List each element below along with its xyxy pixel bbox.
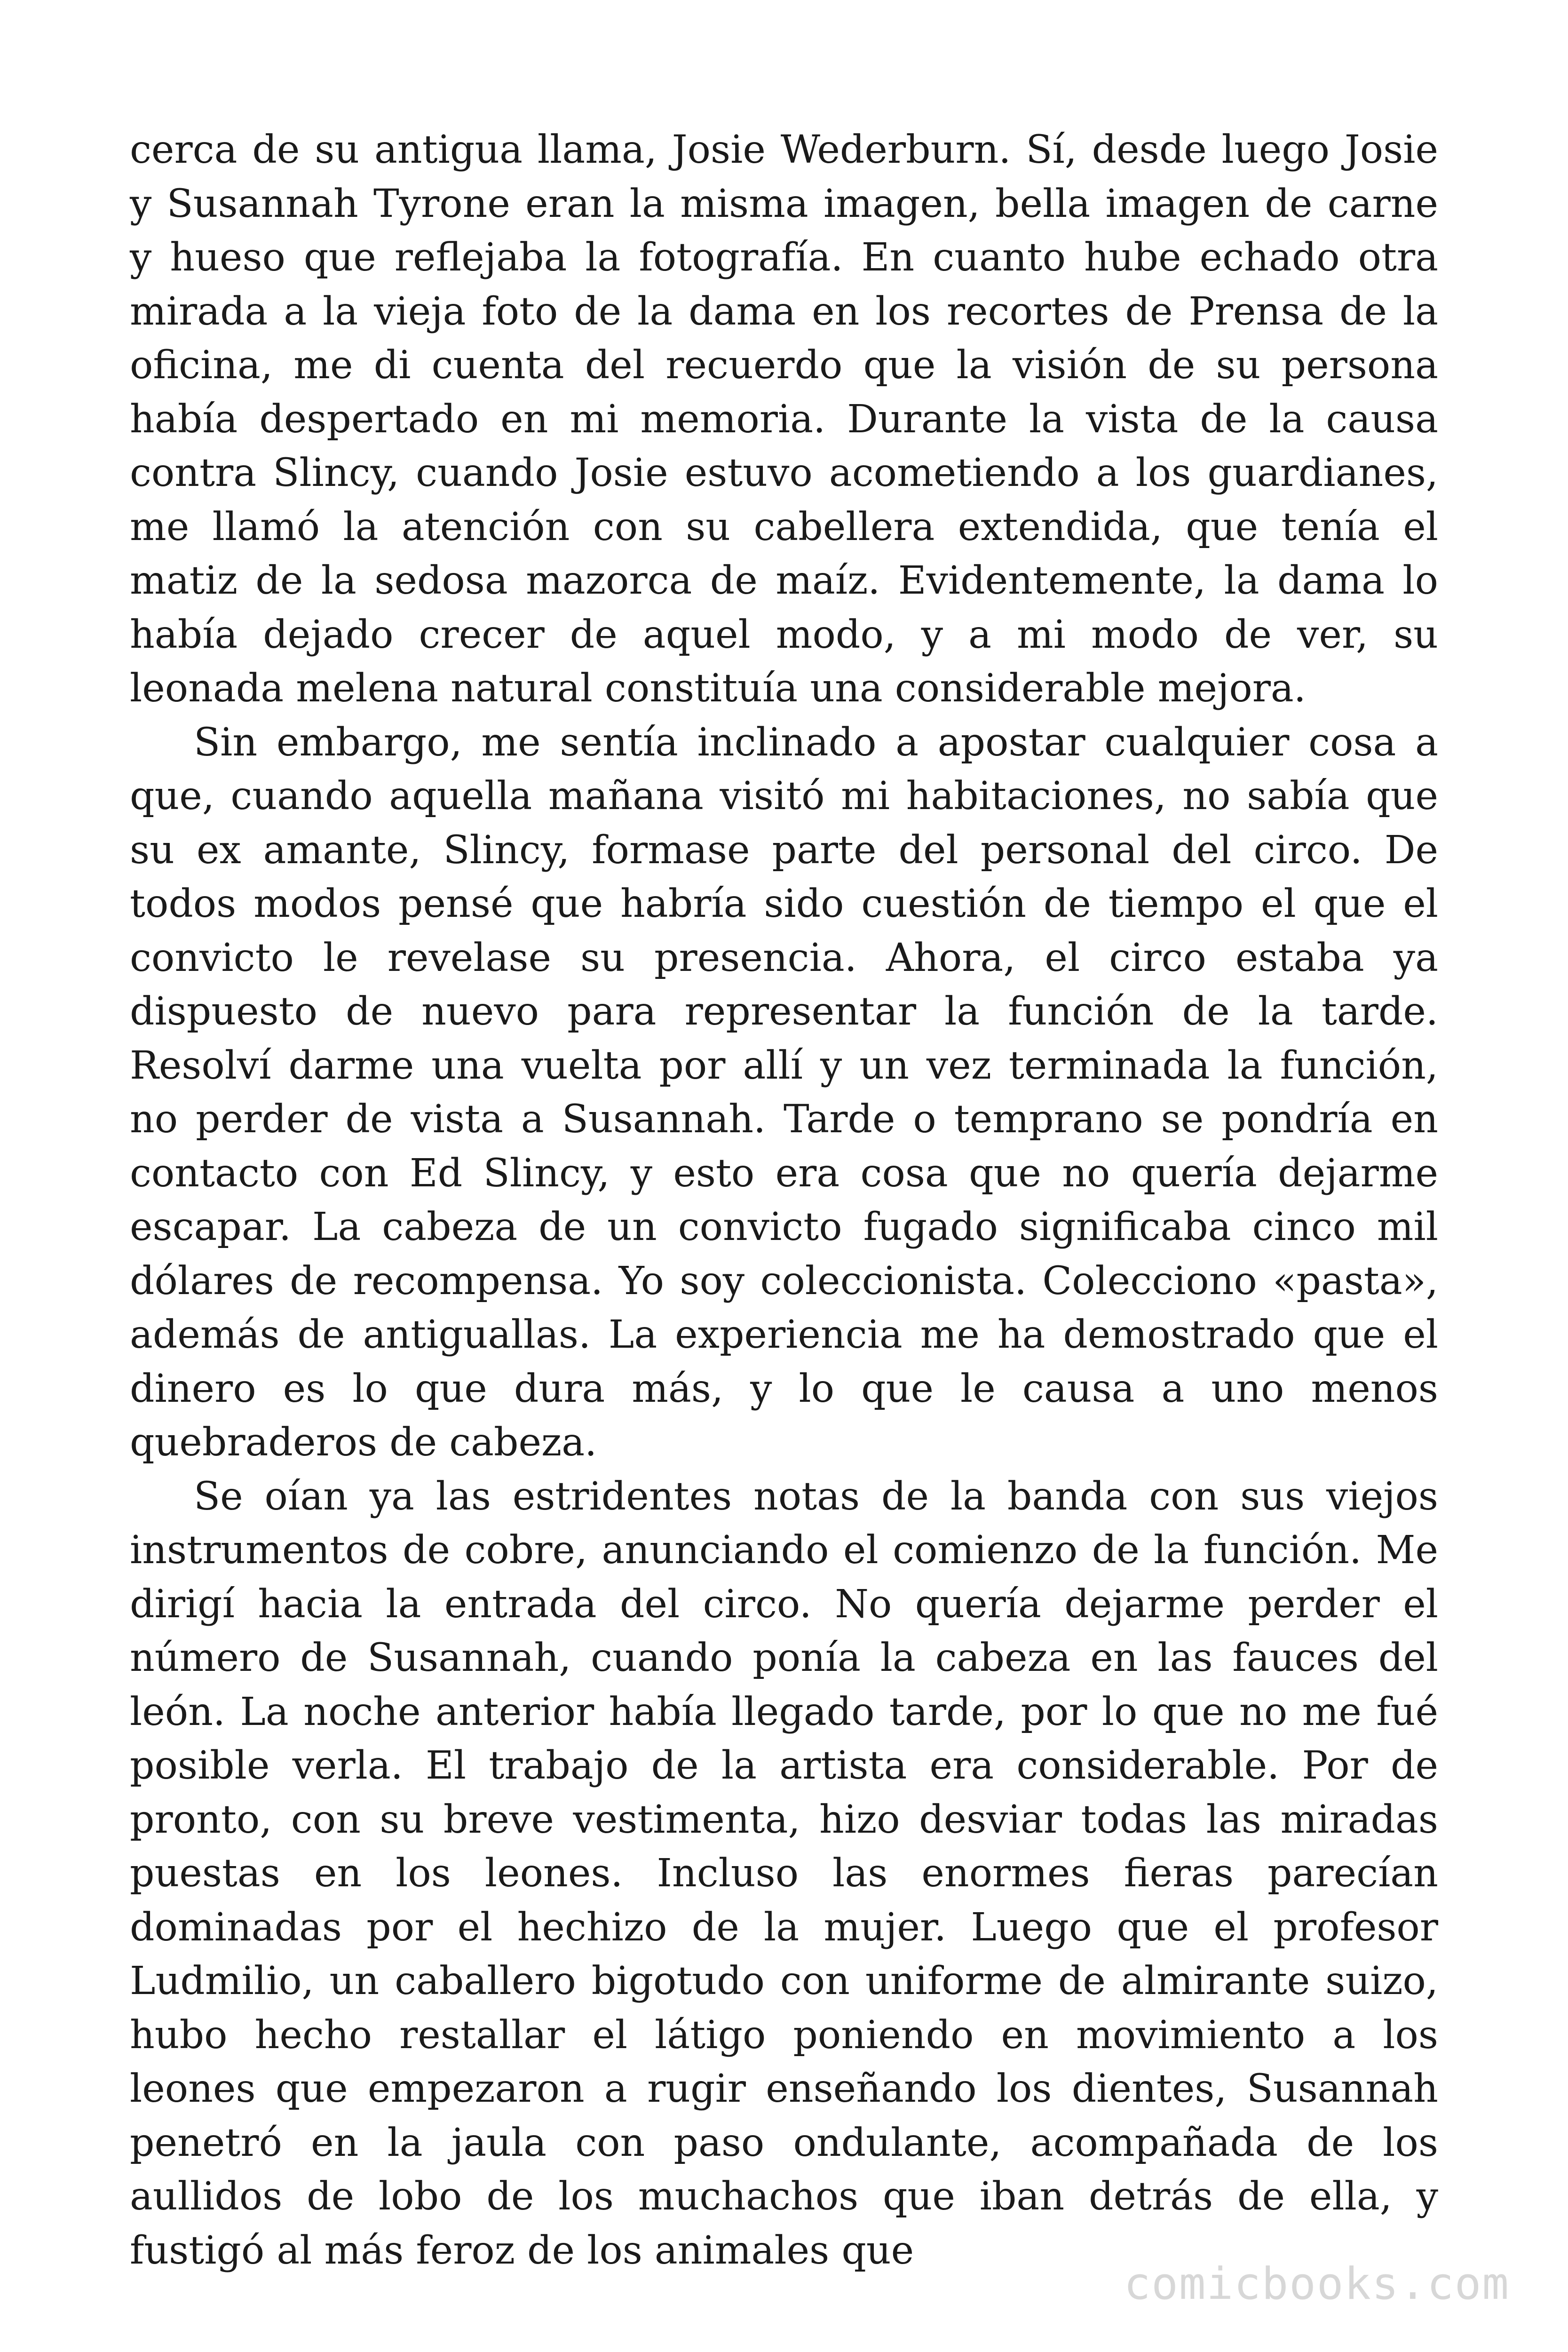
paragraph-2: Sin embargo, me sentía inclinado a apostar cualquier cosa a que, cuando aquella mañana visitó mi habitaciones, no sabía que su ex amante, Slincy, formase parte del personal del circo. De todos modos pensé que habría sido cuestión de tiempo el que el convicto le revelase su presencia. Ahora, el circo estaba ya dispuesto de nuevo para representar la función de la tarde. Resolví darme una vuelta por allí y un vez terminada la función, no perder de vista a Susannah. Tarde o temprano se pondría en contacto con Ed Slincy, y esto era cosa que no quería dejarme escapar. La cabeza de un convicto fugado significaba cinco mil dólares de recompensa. Yo soy coleccionista. Colecciono «pasta», además de antiguallas. La experiencia me ha demostrado que el dinero es lo que dura más, y lo que le causa a uno menos quebraderos de cabeza. bbox=[130, 720, 1438, 1465]
paragraph-1: cerca de su antigua llama, Josie Wederburn. Sí, desde luego Josie y Susannah Tyrone eran la misma imagen, bella imagen de carne y hueso que reflejaba la fotografía. En cuanto hube echado otra mirada a la vieja foto de la dama en los recortes de Prensa de la oficina, me di cuenta del recuerdo que la visión de su persona había despertado en mi memoria. Durante la vista de la causa contra Slincy, cuando Josie estuvo acometiendo a los guardianes, me llamó la atención con su cabellera extendida, que tenía el matiz de la sedosa mazorca de maíz. Evidentemente, la dama lo había dejado crecer de aquel modo, y a mi modo de ver, su leonada melena natural constituía una considerable mejora. bbox=[130, 127, 1438, 711]
book-page-text bbox=[130, 123, 1438, 2278]
paragraph-3: Se oían ya las estridentes notas de la banda con sus viejos instrumentos de cobre, anunciando el comienzo de la función. Me dirigí hacia la entrada del circo. No quería dejarme perder el número de Susannah, cuando ponía la cabeza en las fauces del león. La noche anterior había llegado tarde, por lo que no me fué posible verla. El trabajo de la artista era considerable. Por de pronto, con su breve vestimenta, hizo desviar todas las miradas puestas en los leones. Incluso las enormes fieras parecían dominadas por el hechizo de la mujer. Luego que el profesor Ludmilio, un caballero bigotudo con uniforme de almirante suizo, hubo hecho restallar el látigo poniendo en movimiento a los leones que empezaron a rugir enseñando los dientes, Susannah penetró en la jaula con paso ondulante, acompañada de los aullidos de lobo de los muchachos que iban detrás de ella, y fustigó al más feroz de los animales que bbox=[130, 1474, 1438, 2273]
watermark-text: comicbooks.com bbox=[1124, 2258, 1510, 2310]
